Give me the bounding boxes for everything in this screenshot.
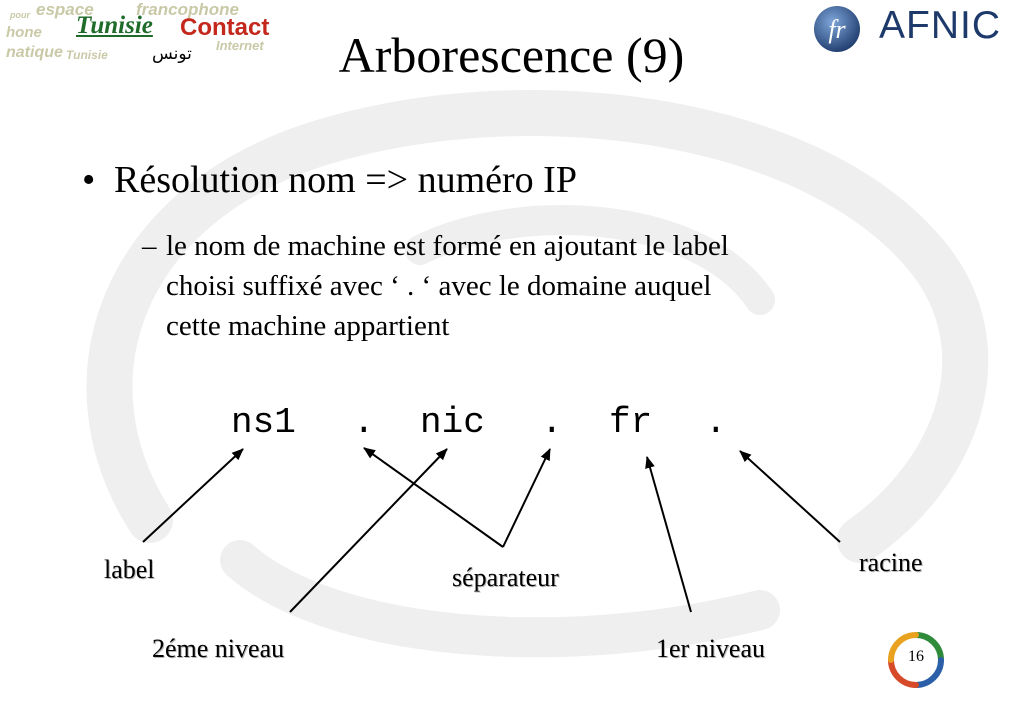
arrow-first-level	[647, 457, 691, 612]
logo-bg-word: espace	[36, 0, 94, 19]
label-second-level: 2éme niveau	[152, 634, 285, 663]
arrow-label	[143, 449, 243, 542]
logo-bg-word: Tunisie	[66, 48, 108, 62]
sub-bullet-marker: –	[142, 230, 157, 262]
part-dot-1: .	[353, 402, 375, 443]
part-fr: fr	[609, 402, 653, 443]
afnic-name: AFNIC	[879, 4, 1001, 47]
logo-bg-word: pour	[10, 10, 30, 20]
part-dot-3: .	[705, 402, 727, 443]
arrow-separator-2	[503, 449, 550, 547]
logo-name-contact: Contact	[180, 14, 270, 41]
logo-bg-word: francophone	[136, 0, 239, 19]
bullet-marker: •	[82, 159, 96, 201]
part-nic: nic	[420, 402, 485, 443]
label-root: racine	[859, 548, 923, 577]
part-ns1: ns1	[231, 402, 296, 443]
part-dot-2: .	[541, 402, 563, 443]
sub-bullet-text: le nom de machine est formé en ajoutant le label choisi suffixé avec ‘ . ‘ avec le domaine auquel cette machine appartient	[166, 230, 729, 342]
page-number-badge	[884, 628, 948, 692]
page-number: 16	[908, 648, 924, 665]
logo-arabic: تونس	[152, 44, 192, 64]
arrow-root	[740, 451, 840, 542]
logo-bg-word: natique	[6, 44, 63, 61]
label-label: label	[104, 555, 155, 584]
label-first-level: 1er niveau	[656, 634, 766, 663]
logo-name: Tunisie	[76, 12, 153, 39]
logo-bg-word: hone	[6, 24, 42, 41]
bullet-text: Résolution nom => numéro IP	[114, 159, 577, 201]
afnic-badge-text: fr	[828, 15, 846, 44]
label-separator: séparateur	[452, 563, 559, 592]
slide-title: Arborescence (9)	[338, 27, 685, 83]
logo-bg-word: Internet	[216, 38, 264, 53]
arrow-second-level	[290, 449, 447, 612]
